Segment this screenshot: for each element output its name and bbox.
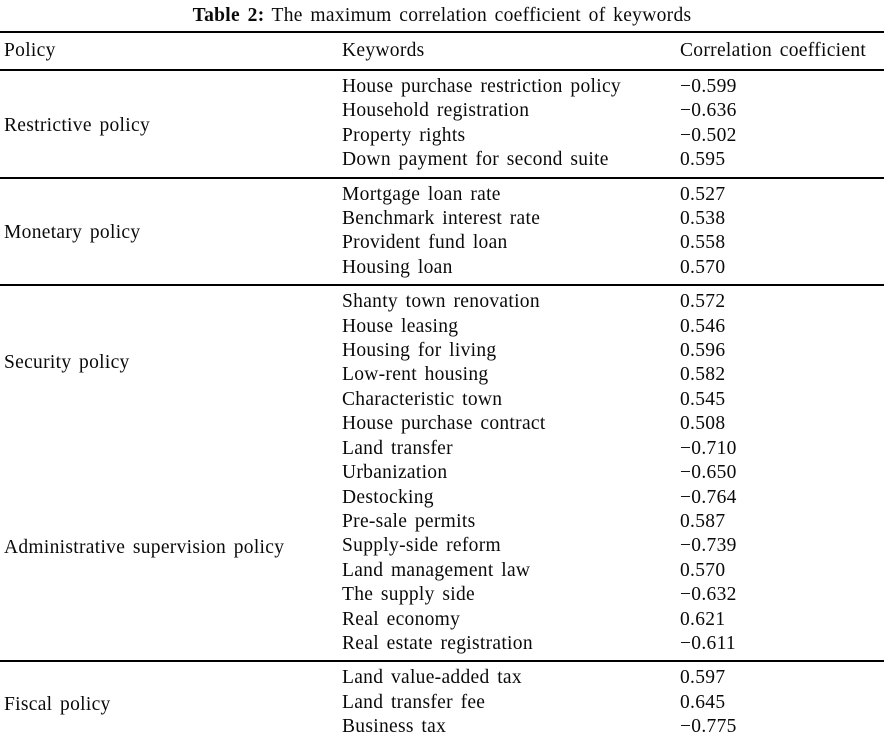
coefficient-cell: −0.632	[680, 584, 737, 606]
keyword-cell: Housing loan	[342, 256, 453, 278]
column-header-correlation-coefficient: Correlation coefficient	[680, 40, 867, 61]
keyword-cell: House purchase restriction policy	[342, 76, 621, 97]
coefficient-cell: 0.545	[680, 388, 726, 410]
keyword-cell: Land transfer	[342, 437, 453, 459]
keyword-cell: Real economy	[342, 608, 461, 630]
coefficient-cell: −0.775	[680, 716, 737, 738]
keyword-cell: Provident fund loan	[342, 232, 508, 254]
keyword-cell: Down payment for second suite	[342, 149, 609, 171]
policy-group	[0, 661, 884, 741]
keyword-cell: Household registration	[342, 100, 530, 122]
policy-group	[0, 178, 884, 286]
keyword-cell: The supply side	[342, 584, 475, 606]
coefficient-cell: −0.599	[680, 76, 737, 97]
table-row	[0, 661, 884, 690]
coefficient-cell: −0.636	[680, 100, 737, 122]
keyword-cell: Real estate registration	[342, 632, 533, 654]
coefficient-cell: 0.570	[680, 559, 726, 581]
keyword-cell: Destocking	[342, 486, 434, 508]
coefficient-cell: 0.596	[680, 340, 726, 362]
coefficient-cell: 0.572	[680, 291, 726, 313]
coefficient-cell: −0.650	[680, 462, 737, 484]
coefficient-cell: 0.508	[680, 413, 726, 435]
coefficient-cell: 0.597	[680, 667, 726, 689]
coefficient-cell: −0.710	[680, 437, 737, 459]
table-row	[0, 178, 884, 207]
keyword-cell: Benchmark interest rate	[342, 208, 541, 230]
keyword-cell: House purchase contract	[342, 413, 546, 435]
keyword-cell: Land management law	[342, 559, 531, 581]
keyword-cell: Characteristic town	[342, 388, 503, 410]
keyword-cell: Housing for living	[342, 340, 497, 362]
coefficient-cell: 0.587	[680, 510, 726, 532]
coefficient-cell: 0.595	[680, 149, 726, 171]
coefficient-cell: 0.645	[680, 691, 726, 713]
policy-cell: Security policy	[4, 352, 130, 374]
coefficient-cell: 0.546	[680, 315, 726, 337]
coefficient-cell: −0.611	[680, 632, 736, 654]
keyword-cell: Business tax	[342, 716, 447, 738]
coefficient-cell: −0.739	[680, 535, 737, 557]
table-caption-label: Table 2:	[192, 5, 265, 26]
policy-cell: Restrictive policy	[4, 114, 150, 136]
policy-group	[0, 437, 884, 662]
header-row	[0, 32, 884, 70]
column-header-keywords: Keywords	[342, 40, 425, 61]
keyword-cell: Pre-sale permits	[342, 510, 476, 532]
keyword-cell: House leasing	[342, 315, 459, 337]
keyword-cell: Low-rent housing	[342, 364, 489, 386]
table-row	[0, 70, 884, 99]
table-row	[0, 285, 884, 314]
keyword-cell: Land transfer fee	[342, 691, 486, 713]
policy-cell: Fiscal policy	[4, 693, 111, 715]
table-caption-text: The maximum correlation coefficient of keywords	[271, 5, 692, 26]
table-header	[0, 32, 884, 70]
policy-group	[0, 285, 884, 436]
table-row	[0, 437, 884, 461]
policy-cell: Administrative supervision policy	[4, 537, 285, 559]
coefficient-cell: −0.502	[680, 124, 737, 146]
keyword-cell: Supply-side reform	[342, 535, 501, 557]
policy-cell: Monetary policy	[4, 222, 141, 244]
keyword-cell: Urbanization	[342, 462, 448, 484]
keyword-cell: Property rights	[342, 124, 466, 146]
coefficient-cell: 0.538	[680, 208, 726, 230]
coefficient-cell: 0.527	[680, 183, 726, 205]
coefficient-cell: 0.621	[680, 608, 726, 630]
policy-group	[0, 70, 884, 178]
column-header-policy: Policy	[4, 40, 56, 61]
coefficient-cell: 0.582	[680, 364, 726, 386]
coefficient-cell: 0.570	[680, 256, 726, 278]
table-caption	[0, 0, 884, 28]
coefficient-cell: 0.558	[680, 232, 726, 254]
keyword-cell: Shanty town renovation	[342, 291, 540, 313]
keyword-cell: Land value-added tax	[342, 667, 522, 689]
correlation-table	[0, 31, 884, 741]
keyword-cell: Mortgage loan rate	[342, 183, 501, 205]
coefficient-cell: −0.764	[680, 486, 737, 508]
